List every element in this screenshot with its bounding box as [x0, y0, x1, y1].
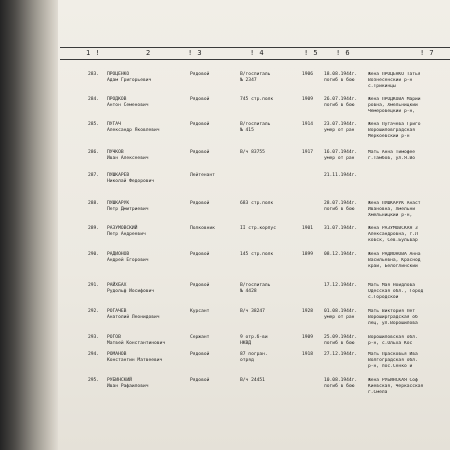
- row-given-name: Иван Алексеевич: [107, 156, 149, 161]
- row-kin-line2: ровна, Хмельницкий: [368, 103, 418, 108]
- row-kin: Жена Пугачева Григо: [368, 122, 421, 127]
- header-col-1: 1 !: [86, 49, 101, 57]
- row-death-date: 18.08.1944г.: [324, 72, 358, 77]
- book-spine-shadow: [0, 0, 60, 450]
- row-rank: Лейтенант: [190, 173, 215, 178]
- row-kin-line2: Александровна, г.Л: [368, 232, 418, 237]
- row-number: 295.: [88, 378, 100, 383]
- row-rank: Рядовой: [190, 97, 210, 102]
- row-unit: В/ч 24451: [240, 378, 265, 383]
- row-surname: РУБИНСКИЙ: [107, 378, 132, 383]
- row-given-name: Иван Рафаилович: [107, 384, 149, 389]
- row-rank: Рядовой: [190, 283, 210, 288]
- table-header: [60, 47, 450, 59]
- row-birth-year: 1928: [302, 309, 314, 314]
- row-kin-line2: Волгоградская обл.: [368, 358, 418, 363]
- row-surname: ПУШКАРЕВ: [107, 173, 130, 178]
- row-death-date: 23.07.1944г.: [324, 122, 358, 127]
- row-rank: Рядовой: [190, 201, 210, 206]
- row-death-note: погиб в бою: [324, 384, 355, 389]
- row-death-note: умер от ран: [324, 315, 355, 320]
- row-number: 283.: [88, 72, 100, 77]
- row-kin-line3: р-н, пос.Сенко и: [368, 364, 413, 369]
- row-unit: В/ч 38247: [240, 309, 265, 314]
- row-number: 289.: [88, 226, 100, 231]
- row-kin-line3: с.Городской: [368, 295, 399, 300]
- row-number: 285.: [88, 122, 100, 127]
- row-surname: ПРОЦЕНКО: [107, 72, 130, 77]
- row-kin-line2: Киевская, Черкасская: [368, 384, 424, 389]
- row-unit: В/госпиталь: [240, 122, 271, 127]
- row-death-note: умер от ран: [324, 156, 355, 161]
- header-col-4: ! 4: [250, 49, 265, 57]
- row-birth-year: 1901: [302, 226, 314, 231]
- row-surname: РОМАНОВ: [107, 352, 127, 357]
- row-kin-line2: Ивановна, Хмельни: [368, 207, 416, 212]
- row-death-note: погиб в бою: [324, 78, 355, 83]
- row-kin-line2: Ворошиловградская: [368, 128, 416, 133]
- row-kin-line2: Васильевна, Краснод: [368, 258, 421, 263]
- row-surname: ПРОДКОВ: [107, 97, 127, 102]
- row-death-date: 21.11.1944г.: [324, 173, 358, 178]
- row-birth-year: 1909: [302, 335, 314, 340]
- row-kin: Мать Мая Ноидлова: [368, 283, 416, 288]
- row-given-name: Анатолий Леонидович: [107, 315, 160, 320]
- row-kin: Мать Прасковья Ива: [368, 352, 418, 357]
- row-death-date: 16.07.1944г.: [324, 150, 358, 155]
- row-unit: 145 стр.полк: [240, 252, 274, 257]
- row-kin: Жена ПРОДКОВА Марии: [368, 97, 421, 102]
- row-rank: Рядовой: [190, 72, 210, 77]
- row-rank: Рядовой: [190, 378, 210, 383]
- row-rank: Рядовой: [190, 122, 210, 127]
- row-rank: Курсант: [190, 309, 210, 314]
- row-surname: ПУЧКОВ: [107, 150, 124, 155]
- row-surname: РОГОВ: [107, 335, 121, 340]
- row-number: 288.: [88, 201, 100, 206]
- row-death-date: 28.07.1944г.: [324, 201, 358, 206]
- row-number: 292.: [88, 309, 100, 314]
- row-death-note: погиб в бою: [324, 341, 355, 346]
- row-number: 286.: [88, 150, 100, 155]
- row-death-date: 17.12.1944г.: [324, 283, 358, 288]
- header-col-2: 2: [146, 49, 151, 57]
- row-number: 284.: [88, 97, 100, 102]
- row-birth-year: 1899: [302, 252, 314, 257]
- row-death-date: 10.08.1944г.: [324, 378, 358, 383]
- row-number: 291.: [88, 283, 100, 288]
- row-number: 293.: [88, 335, 100, 340]
- row-kin-line2: г.Тамбов, ул.Я.Во: [368, 156, 416, 161]
- row-unit-detail: № 415: [240, 128, 254, 133]
- header-col-7: ! 7: [420, 49, 435, 57]
- row-number: 287.: [88, 173, 100, 178]
- row-kin: Жена ПУШКАРУК Анаст: [368, 201, 421, 206]
- row-unit: В/госпиталь: [240, 283, 271, 288]
- row-death-date: 31.07.1944г.: [324, 226, 358, 231]
- header-bottom-rule: [60, 59, 450, 60]
- row-birth-year: 1918: [302, 352, 314, 357]
- row-kin-line3: Хмельницкий р-н,: [368, 213, 413, 218]
- row-kin-line2: Одесская обл., Город: [368, 289, 424, 294]
- row-kin-line3: с.Трикинцы: [368, 84, 396, 89]
- row-birth-year: 1909: [302, 97, 314, 102]
- row-kin-line2: Вороширградская об: [368, 315, 418, 320]
- row-kin-line2: Вознесенский р-н: [368, 78, 413, 83]
- row-rank: Рядовой: [190, 352, 210, 357]
- row-death-date: 27.12.1944г.: [324, 352, 358, 357]
- row-given-name: Николай Федорович: [107, 179, 155, 184]
- row-kin-line3: г.Смела: [368, 390, 388, 395]
- row-kin: Жена РУБИНСКАЯ Соф: [368, 378, 418, 383]
- row-rank: Полковник: [190, 226, 215, 231]
- row-surname: ПУШКАРУК: [107, 201, 130, 206]
- row-kin: Мать Виктория Пет: [368, 309, 416, 314]
- row-rank: Рядовой: [190, 150, 210, 155]
- row-kin-line3: край, Белоглинский: [368, 264, 418, 269]
- row-kin-line3: ковск, Сев.Бульвар: [368, 238, 418, 243]
- row-death-note: погиб в бою: [324, 207, 355, 212]
- row-given-name: Антон Семенович: [107, 103, 149, 108]
- row-given-name: Александр Яковлевич: [107, 128, 160, 133]
- row-given-name: Адам Григорьевич: [107, 78, 152, 83]
- header-col-6: ! 6: [336, 49, 351, 57]
- row-unit: В/ч 83755: [240, 150, 265, 155]
- row-birth-year: 1914: [302, 122, 314, 127]
- row-birth-year: 1917: [302, 150, 314, 155]
- row-death-date: 08.12.1944г.: [324, 252, 358, 257]
- row-given-name: Константин Матвеевич: [107, 358, 163, 363]
- header-col-3: ! 3: [188, 49, 203, 57]
- row-unit: В/госпиталь: [240, 72, 271, 77]
- row-unit: 9 отр.б-ви: [240, 335, 268, 340]
- row-death-date: 26.07.1944г.: [324, 97, 358, 102]
- row-kin: Жена РАЗУМОВСКАЯ З: [368, 226, 418, 231]
- row-unit: 87 погран.: [240, 352, 268, 357]
- row-surname: РАЗУМОВСКИЙ: [107, 226, 138, 231]
- row-kin-line3: лец, ул.Ворошилова: [368, 321, 418, 326]
- row-surname: РОГАЧЕВ: [107, 309, 127, 314]
- row-unit: II стр.корпус: [240, 226, 276, 231]
- row-unit-detail: отряд: [240, 358, 254, 363]
- row-birth-year: 1906: [302, 72, 314, 77]
- row-kin-line3: Меркоевский р-н: [368, 134, 410, 139]
- row-surname: РАДИОНОВ: [107, 252, 130, 257]
- row-given-name: Петр Андреевич: [107, 232, 146, 237]
- row-unit: 683 стр.полк: [240, 201, 274, 206]
- row-kin: Жена РАДИОНОВА Анна: [368, 252, 421, 257]
- row-unit: 745 стр.полк: [240, 97, 274, 102]
- row-unit-detail: НКВД: [240, 341, 252, 346]
- row-surname: РАЙХБАХ: [107, 283, 127, 288]
- row-death-note: умер от ран: [324, 128, 355, 133]
- row-kin: Ворошиловская обл.: [368, 335, 418, 340]
- row-number: 290.: [88, 252, 100, 257]
- row-given-name: Петр Дмитриевич: [107, 207, 149, 212]
- row-given-name: Рудольф Иосифович: [107, 289, 155, 294]
- row-unit-detail: № 2347: [240, 78, 257, 83]
- row-surname: ПУГАЧ: [107, 122, 121, 127]
- row-rank: Рядовой: [190, 252, 210, 257]
- row-kin: Мать Анна Тимофее: [368, 150, 416, 155]
- row-given-name: Андрей Егорович: [107, 258, 149, 263]
- row-kin: Жена ПРОЦЕНКО Татья: [368, 72, 421, 77]
- row-number: 294.: [88, 352, 100, 357]
- row-rank: Сержант: [190, 335, 210, 340]
- row-unit-detail: № 4428: [240, 289, 257, 294]
- row-death-note: погиб в бою: [324, 103, 355, 108]
- header-col-5: ! 5: [304, 49, 319, 57]
- row-death-date: 25.09.1944г.: [324, 335, 358, 340]
- row-kin-line2: р-н, с.Ольха Кос: [368, 341, 413, 346]
- row-death-date: 01.08.1944г.: [324, 309, 358, 314]
- row-kin-line3: Чемеровецкий р-н,: [368, 109, 416, 114]
- row-given-name: Матвей Константинович: [107, 341, 166, 346]
